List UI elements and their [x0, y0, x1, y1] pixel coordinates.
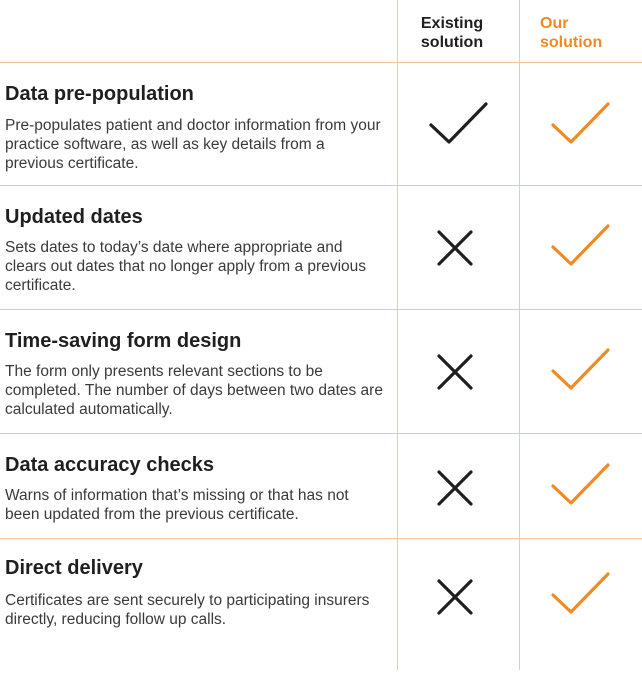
our-solution-header: Our solution — [540, 15, 603, 51]
feature-title: Direct delivery — [5, 557, 143, 579]
check-icon — [429, 101, 489, 147]
cross-icon — [437, 354, 473, 390]
table-row — [0, 63, 642, 186]
check-icon — [551, 462, 611, 508]
feature-title: Data pre-population — [5, 83, 194, 105]
table-row — [0, 186, 642, 310]
table-row — [0, 434, 642, 539]
table-row — [0, 310, 642, 434]
feature-description: Sets dates to today’s date where appropriate and clears out dates that no longer apply from a previous certificate. — [5, 239, 367, 294]
feature-description: Certificates are sent securely to participating insurers directly, reducing follow up calls. — [5, 592, 370, 628]
cross-icon — [437, 230, 473, 266]
table-header — [0, 0, 642, 63]
feature-description: Warns of information that’s missing or that has not been updated from the previous certificate. — [5, 487, 349, 523]
check-icon — [551, 571, 611, 617]
cross-icon — [437, 470, 473, 506]
feature-title: Updated dates — [5, 206, 143, 228]
feature-description: The form only presents relevant sections to be completed. The number of days between two dates are calculated automatically. — [5, 363, 383, 418]
cross-icon — [437, 579, 473, 615]
check-icon — [551, 223, 611, 269]
feature-description: Pre-populates patient and doctor information from your practice software, as well as key details from a previous certificate. — [5, 117, 381, 172]
check-icon — [551, 347, 611, 393]
feature-title: Data accuracy checks — [5, 454, 215, 476]
table-row — [0, 539, 642, 669]
check-icon — [551, 101, 611, 147]
existing-solution-header: Existing solution — [420, 15, 484, 51]
feature-title: Time-saving form design — [5, 330, 242, 352]
